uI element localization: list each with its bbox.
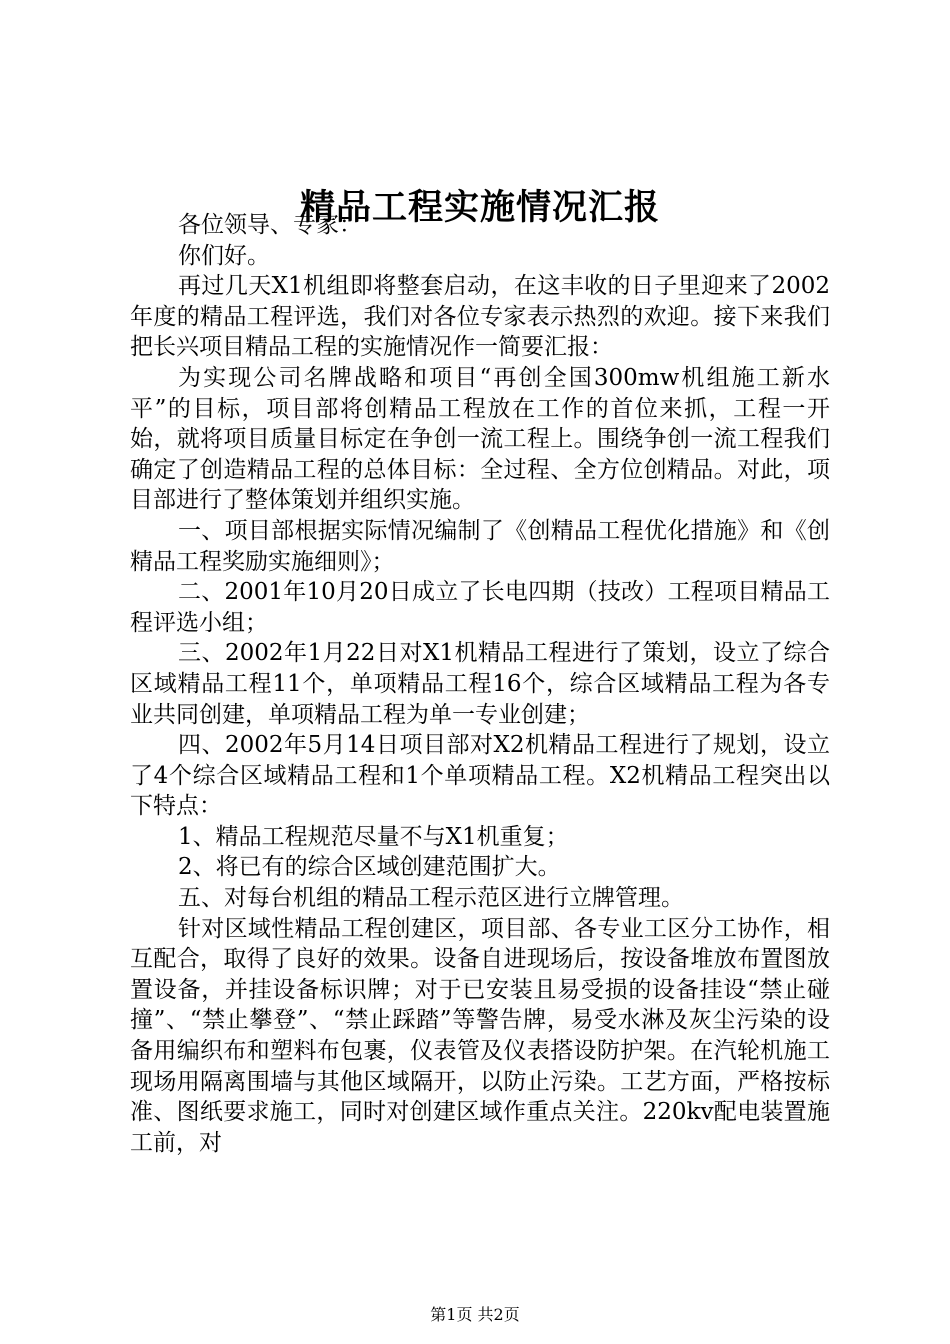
paragraph-item-2: 二、2001年10月20日成立了长电四期（技改）工程项目精品工程评选小组； (130, 579, 830, 636)
paragraph-subitem-1: 1、精品工程规范尽量不与X1机重复； (178, 823, 569, 850)
paragraph-item-4: 四、2002年5月14日项目部对X2机精品工程进行了规划，设立了4个综合区域精品工程和1个单项精品工程。X2机精品工程突出以下特点： (130, 732, 830, 820)
paragraph-salutation: 各位领导、专家： (178, 212, 362, 238)
document-title: 精品工程实施情况汇报 (299, 187, 660, 228)
paragraph-details: 针对区域性精品工程创建区，项目部、各专业工区分工协作，相互配合，取得了良好的效果。设备自进现场后，按设备堆放布置图放置设备，并挂设备标识牌；对于已安装且易受损的设备挂设“禁止碰撞”、“禁止攀登”、“禁止踩踏”等警告牌，易受水淋及灰尘污染的设备用编织布和塑料布包裹，仪表管及仪表搭设防护架。在汽轮机施工现场用隔离围墙与其他区域隔开，以防止污染。工艺方面，严格按标准、图纸要求施工，同时对创建区域作重点关注。220kv配电装置施工前，对 (130, 915, 830, 1156)
paragraph-subitem-2: 2、将已有的综合区域创建范围扩大。 (178, 854, 561, 881)
paragraph-item-1: 一、项目部根据实际情况编制了《创精品工程优化措施》和《创精品工程奖励实施细则》； (130, 517, 830, 575)
page-footer: 第1页 共2页 (430, 1305, 520, 1324)
paragraph-intro: 再过几天X1机组即将整套启动，在这丰收的日子里迎来了2002年度的精品工程评选，我们对各位专家表示热烈的欢迎。接下来我们把长兴项目精品工程的实施情况作一简要汇报： (130, 273, 830, 361)
paragraph-item-3: 三、2002年1月22日对X1机精品工程进行了策划，设立了综合区域精品工程11个，单项精品工程16个，综合区域精品工程为各专业共同创建，单项精品工程为单一专业创建； (130, 640, 830, 728)
document-body (130, 210, 830, 1158)
paragraph-goal: 为实现公司名牌战略和项目“再创全国300mw机组施工新水平”的目标，项目部将创精品工程放在工作的首位来抓，工程一开始，就将项目质量目标定在争创一流工程上。围绕争创一流工程我们确定了创造精品工程的总体目标：全过程、全方位创精品。对此，项目部进行了整体策划并组织实施。 (130, 364, 830, 514)
paragraph-item-5: 五、对每台机组的精品工程示范区进行立牌管理。 (178, 885, 684, 912)
paragraph-greeting: 你们好。 (178, 242, 270, 269)
